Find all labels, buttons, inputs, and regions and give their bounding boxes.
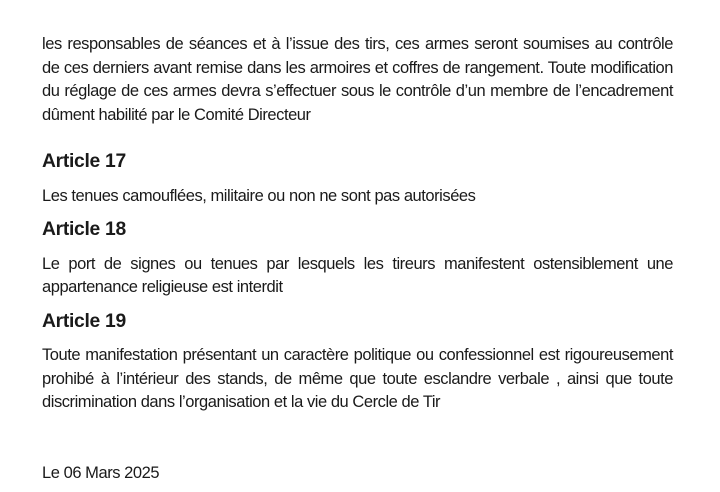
article-title: Article 17 — [42, 151, 126, 172]
article-title: Article 18 — [42, 219, 126, 240]
article-title: Article 19 — [42, 310, 126, 332]
article-text: Le port de signes ou tenues par lesquels les tireurs manifestent ostensiblement une appartenance religieuse est interdit — [42, 254, 673, 296]
article-text: Toute manifestation présentant un caractère politique ou confessionnel est rigoureusement prohibé à l’intérieur des stands, de même que toute esclandre verbale , ainsi que toute discrimination dans l’organisation et la vie du Cercle de Tir — [42, 346, 673, 411]
article-text: Les tenues camouflées, militaire ou non ne sont pas autorisées — [42, 186, 476, 205]
document-page — [42, 33, 673, 485]
document-date: Le 06 Mars 2025 — [42, 463, 160, 482]
intro-paragraph: les responsables de séances et à l’issue des tirs, ces armes seront soumises au contrôle de ces derniers avant remise dans les armoires et coffres de rangement. Toute modification du réglage de ces armes devra s’effectuer sous le contrôle d’un membre de l’encadrement dûment habilité par le Comité Directeur — [42, 35, 673, 124]
article-17 — [42, 150, 673, 208]
article-19 — [42, 310, 673, 415]
article-18 — [42, 218, 673, 300]
